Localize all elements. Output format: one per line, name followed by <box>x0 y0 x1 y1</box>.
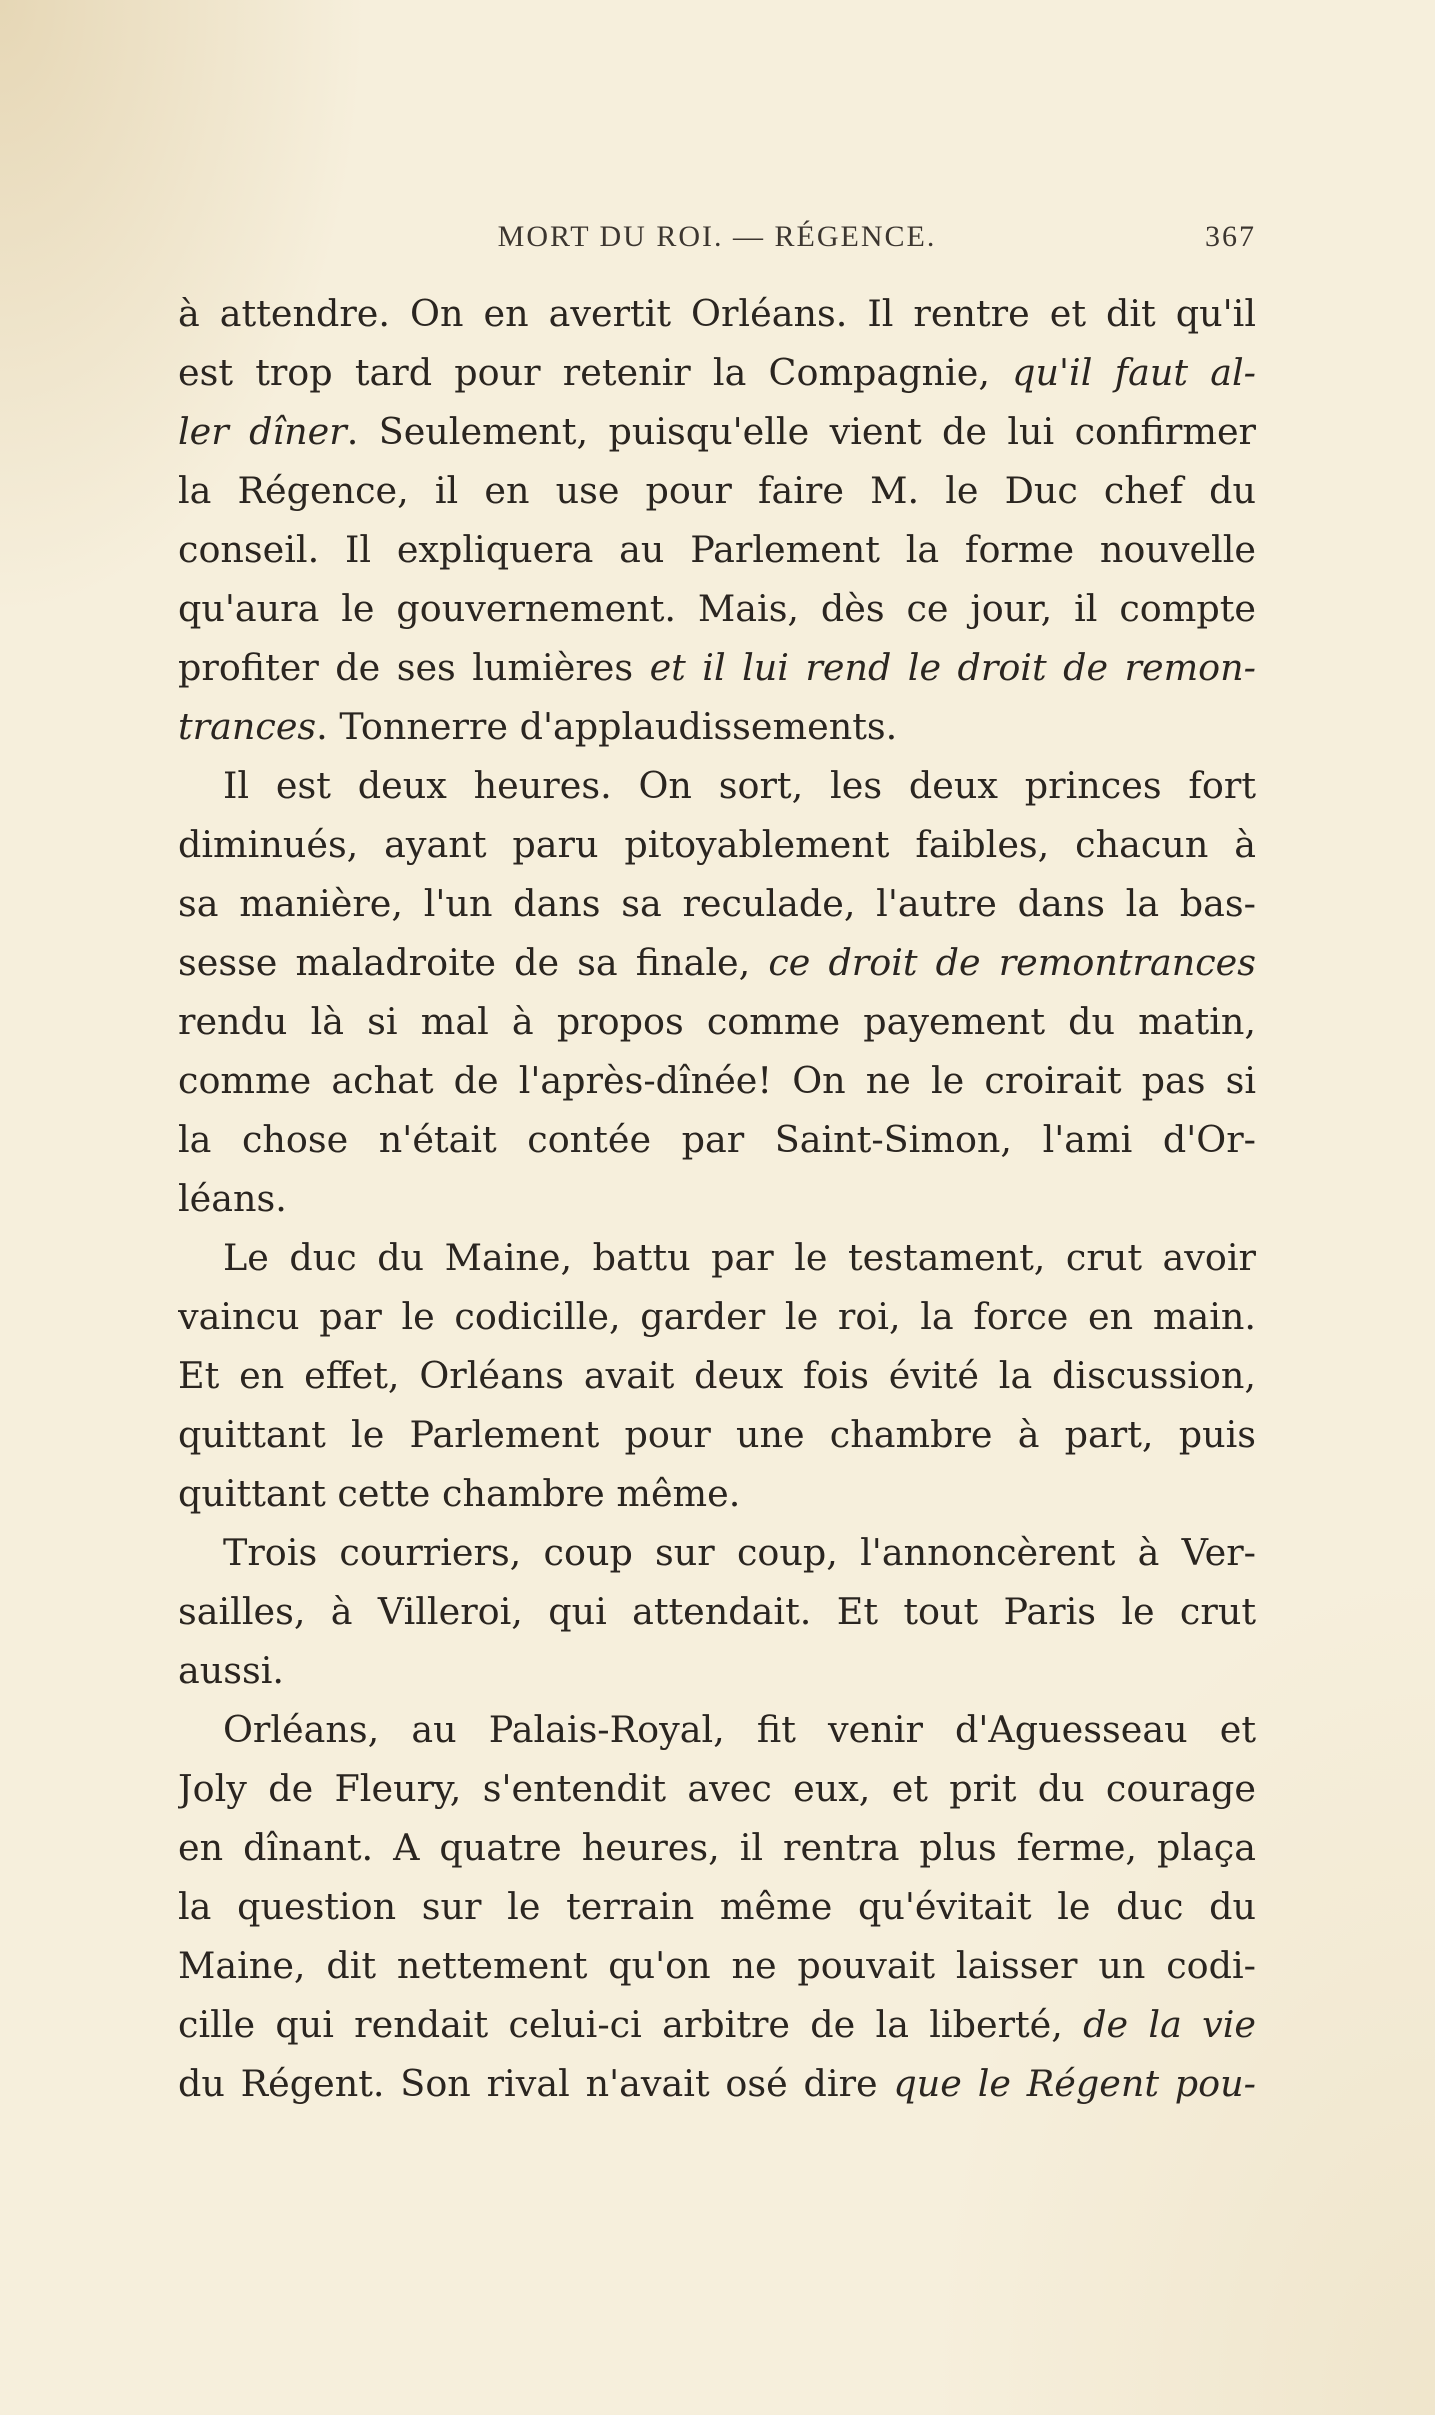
text-line <box>178 1582 1256 1641</box>
text-segment: Il est deux heures. On sort, les deux princes fort <box>223 764 1256 807</box>
text-segment: en dînant. A quatre heures, il rentra plus ferme, plaça <box>178 1826 1256 1869</box>
text-line <box>178 1877 1256 1936</box>
italic-text: ce droit de remontrances <box>768 941 1256 984</box>
text-segment: aussi. <box>178 1649 285 1692</box>
text-line <box>178 1464 1256 1523</box>
text-segment: sesse maladroite de sa finale, <box>178 941 769 984</box>
body-text <box>178 284 1256 2113</box>
text-line <box>178 1818 1256 1877</box>
text-line <box>178 402 1256 461</box>
text-segment: diminués, ayant paru pitoyablement faibles, chacun à <box>178 823 1256 866</box>
text-segment: sa manière, l'un dans sa reculade, l'autre dans la bas- <box>178 882 1256 925</box>
text-segment: est trop tard pour retenir la Compagnie, <box>178 351 1013 394</box>
text-segment: Le duc du Maine, battu par le testament, crut avoir <box>223 1236 1256 1279</box>
text-segment: la chose n'était contée par Saint-Simon, l'ami d'Or- <box>178 1118 1256 1161</box>
text-line <box>178 1051 1256 1110</box>
text-segment: la Régence, il en use pour faire M. le Duc chef du <box>178 469 1256 512</box>
text-line <box>178 638 1256 697</box>
text-segment: Joly de Fleury, s'entendit avec eux, et prit du courage <box>178 1767 1256 1810</box>
text-line <box>178 579 1256 638</box>
text-line <box>178 1346 1256 1405</box>
italic-text: qu'il faut al- <box>1012 351 1256 394</box>
page-number: 367 <box>1205 220 1256 253</box>
text-segment: Maine, dit nettement qu'on ne pouvait laisser un codi- <box>178 1944 1256 1987</box>
text-segment: à attendre. On en avertit Orléans. Il rentre et dit qu'il <box>178 292 1256 335</box>
text-line <box>178 1759 1256 1818</box>
text-segment: conseil. Il expliquera au Parlement la forme nouvelle <box>178 528 1256 571</box>
text-segment: quittant cette chambre même. <box>178 1472 741 1515</box>
text-segment: Trois courriers, coup sur coup, l'annoncèrent à Ver- <box>223 1531 1256 1574</box>
text-segment: cille qui rendait celui-ci arbitre de la liberté, <box>178 2003 1084 2046</box>
text-segment: quittant le Parlement pour une chambre à part, puis <box>178 1413 1256 1456</box>
text-line <box>178 874 1256 933</box>
text-line <box>178 1936 1256 1995</box>
text-segment: la question sur le terrain même qu'évitait le duc du <box>178 1885 1256 1928</box>
text-line <box>178 1523 1256 1582</box>
text-line <box>178 1169 1256 1228</box>
text-line <box>178 1700 1256 1759</box>
italic-text: et il lui rend le droit de remon- <box>649 646 1256 689</box>
text-line <box>178 992 1256 1051</box>
text-line <box>178 933 1256 992</box>
running-title: MORT DU ROI. — RÉGENCE. <box>497 220 937 253</box>
text-line <box>178 815 1256 874</box>
text-segment: vaincu par le codicille, garder le roi, la force en main. <box>178 1295 1256 1338</box>
text-line <box>178 284 1256 343</box>
text-line <box>178 461 1256 520</box>
text-line <box>178 1287 1256 1346</box>
text-segment: . Tonnerre d'applaudissements. <box>316 705 898 748</box>
page-header <box>178 220 1256 260</box>
text-segment: du Régent. Son rival n'avait osé dire <box>178 2062 894 2105</box>
text-line <box>178 2054 1256 2113</box>
text-line <box>178 756 1256 815</box>
text-line <box>178 1995 1256 2054</box>
text-segment: léans. <box>178 1177 287 1220</box>
text-line <box>178 343 1256 402</box>
text-segment: Et en effet, Orléans avait deux fois évité la discussion, <box>178 1354 1256 1397</box>
text-segment: rendu là si mal à propos comme payement du matin, <box>178 1000 1256 1043</box>
text-segment: qu'aura le gouvernement. Mais, dès ce jour, il compte <box>178 587 1256 630</box>
text-line <box>178 1110 1256 1169</box>
text-line <box>178 520 1256 579</box>
text-segment: profiter de ses lumières <box>178 646 650 689</box>
text-line <box>178 1641 1256 1700</box>
text-segment: sailles, à Villeroi, qui attendait. Et tout Paris le crut <box>178 1590 1256 1633</box>
text-line <box>178 1405 1256 1464</box>
text-segment: comme achat de l'après-dînée! On ne le croirait pas si <box>178 1059 1256 1102</box>
italic-text: que le Régent pou- <box>893 2062 1256 2105</box>
text-line <box>178 1228 1256 1287</box>
italic-text: trances <box>178 705 317 748</box>
text-segment: Orléans, au Palais-Royal, fit venir d'Aguesseau et <box>223 1708 1256 1751</box>
italic-text: de la vie <box>1083 2003 1256 2046</box>
text-segment: . Seulement, puisqu'elle vient de lui confirmer <box>346 410 1256 453</box>
italic-text: ler dîner <box>178 410 347 453</box>
text-line <box>178 697 1256 756</box>
